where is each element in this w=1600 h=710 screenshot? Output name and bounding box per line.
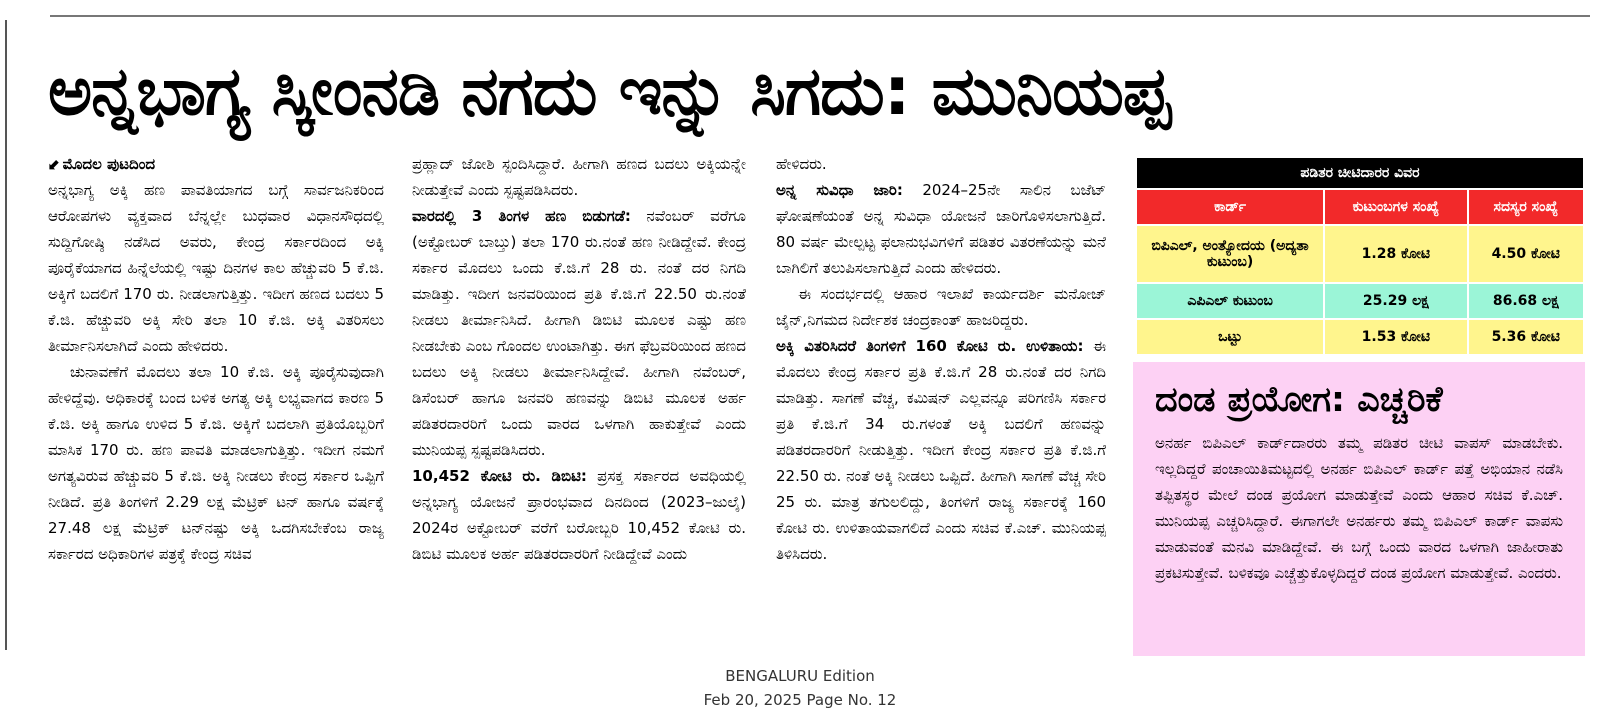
subsection	[412, 203, 746, 463]
table-cell: 1.53 ಕೋಟಿ	[1324, 319, 1467, 355]
table-cell: ಒಟ್ಟು	[1136, 319, 1324, 355]
article-column-1	[48, 151, 384, 567]
top-rule	[50, 15, 1590, 17]
article-column-3	[776, 151, 1106, 567]
paragraph: ಪ್ರಹ್ಲಾದ್ ಜೋಶಿ ಸ್ಪಂದಿಸಿದ್ದಾರೆ. ಹೀಗಾಗಿ ಹಣದ ಬದಲು ಅಕ್ಕಿಯನ್ನೇ ನೀಡುತ್ತೇವೆ ಎಂದು ಸ್ಪಷ್ಟಪಡಿಸಿದರು.	[412, 155, 746, 199]
table-cell: 25.29 ಲಕ್ಷ	[1324, 283, 1467, 319]
table-row	[1136, 283, 1584, 319]
paragraph: ಈ ಸಂದರ್ಭದಲ್ಲಿ ಆಹಾರ ಇಲಾಖೆ ಕಾರ್ಯದರ್ಶಿ ಮನೋಜ್ ಜೈನ್,ನಿಗಮದ ನಿರ್ದೇಶಕ ಚಂದ್ರಕಾಂತ್ ಹಾಜರಿದ್ದರು.	[776, 285, 1106, 329]
headline: ಅನ್ನಭಾಗ್ಯ ಸ್ಕೀಂನಡಿ ನಗದು ಇನ್ನು ಸಿಗದು: ಮುನಿಯಪ್ಪ	[48, 52, 1170, 130]
continued-label: ಮೊದಲ ಪುಟದಿಂದ	[62, 155, 156, 173]
continued-from-front-page	[48, 151, 384, 177]
box-title: ದಂಡ ಪ್ರಯೋಗ: ಎಚ್ಚರಿಕೆ	[1155, 380, 1443, 420]
article-column-2	[412, 151, 746, 567]
box-body: ಅನರ್ಹ ಬಿಪಿಎಲ್ ಕಾರ್ಡ್‌ದಾರರು ತಮ್ಮ ಪಡಿತರ ಚೀಟಿ ವಾಪಸ್ ಮಾಡಬೇಕು. ಇಲ್ಲದಿದ್ದರೆ ಪಂಚಾಯಿತಿಮಟ್ಟದಲ್ಲಿ ಅನರ್ಹ ಬಿಪಿಎಲ್ ಕಾರ್ಡ್ ಪತ್ತೆ ಅಭಿಯಾನ ನಡೆಸಿ ತಪ್ಪಿತಸ್ಥರ ಮೇಲೆ ದಂಡ ಪ್ರಯೋಗ ಮಾಡುತ್ತೇವೆ ಎಂದು ಆಹಾರ ಸಚಿವ ಕೆ.ಎಚ್. ಮುನಿಯಪ್ಪ ಎಚ್ಚರಿಸಿದ್ದಾರೆ. ಈಗಾಗಲೇ ಅನರ್ಹರು ತಮ್ಮ ಬಿಪಿಎಲ್ ಕಾರ್ಡ್ ವಾಪಸು ಮಾಡುವಂತೆ ಮನವಿ ಮಾಡಿದ್ದೇವೆ. ಈ ಬಗ್ಗೆ ಒಂದು ವಾರದ ಒಳಗಾಗಿ ಜಾಹೀರಾತು ಪ್ರಕಟಿಸುತ್ತೇವೆ. ಬಳಿಕವೂ ಎಚ್ಚೆತ್ತುಕೊಳ್ಳದಿದ್ದರೆ ದಂಡ ಪ್ರಯೋಗ ಮಾಡುತ್ತೇವೆ. ಎಂದರು.	[1155, 434, 1563, 582]
column-header: ಸದಸ್ಯರ ಸಂಖ್ಯೆ	[1468, 189, 1584, 225]
table-cell: 4.50 ಕೋಟಿ	[1468, 225, 1584, 283]
subsection	[776, 333, 1106, 567]
subsection	[412, 463, 746, 567]
table-title: ಪಡಿತರ ಚೀಟಿದಾರರ ವಿವರ	[1136, 157, 1584, 189]
subsection-text: ಈ ಮೊದಲು ಕೇಂದ್ರ ಸರ್ಕಾರ ಪ್ರತಿ ಕೆ.ಜಿ.ಗೆ 28 ರು.ನಂತೆ ದರ ನಿಗದಿ ಮಾಡಿತ್ತು. ಸಾಗಣೆ ವೆಚ್ಚ, ಕಮಿಷನ್ ಎಲ್ಲವನ್ನೂ ಪರಿಗಣಿಸಿ ಸರ್ಕಾರ ಪ್ರತಿ ಕೆ.ಜಿ.ಗೆ 34 ರು.ಗಳಂತೆ ಅಕ್ಕಿ ಬದಲಿಗೆ ಹಣವನ್ನು ಪಡಿತರದಾರರಿಗೆ ನೀಡುತ್ತಿತ್ತು. ಇದೀಗ ಕೇಂದ್ರ ಸರ್ಕಾರ ಪ್ರತಿ ಕೆ.ಜಿ.ಗೆ 22.50 ರು. ನಂತೆ ಅಕ್ಕಿ ನೀಡಲು ಒಪ್ಪಿದೆ. ಹೀಗಾಗಿ ಸಾಗಣೆ ವೆಚ್ಚ ಸೇರಿ 25 ರು. ಮಾತ್ರ ತಗುಲಲಿದ್ದು, ತಿಂಗಳಿಗೆ ರಾಜ್ಯ ಸರ್ಕಾರಕ್ಕೆ 160 ಕೋಟಿ ರು. ಉಳಿತಾಯವಾಗಲಿದೆ ಎಂದು ಸಚಿವ ಕೆ.ಎಚ್. ಮುನಿಯಪ್ಪ ತಿಳಿಸಿದರು.	[776, 337, 1106, 563]
table-cell: 86.68 ಲಕ್ಷ	[1468, 283, 1584, 319]
table-row	[1136, 319, 1584, 355]
data-table	[1135, 156, 1585, 356]
subheading: ಅಕ್ಕಿ ವಿತರಿಸಿದರೆ ತಿಂಗಳಿಗೆ 160 ಕೋಟಿ ರು. ಉಳಿತಾಯ:	[776, 337, 1084, 355]
table-cell: 5.36 ಕೋಟಿ	[1468, 319, 1584, 355]
edition-label: BENGALURU Edition	[725, 667, 875, 685]
table-cell: 1.28 ಕೋಟಿ	[1324, 225, 1467, 283]
paragraph: ಚುನಾವಣೆಗೆ ಮೊದಲು ತಲಾ 10 ಕೆ.ಜಿ. ಅಕ್ಕಿ ಪೂರೈಸುವುದಾಗಿ ಹೇಳಿದ್ದೆವು. ಅಧಿಕಾರಕ್ಕೆ ಬಂದ ಬಳಿಕ ಅಗತ್ಯ ಅಕ್ಕಿ ಲಭ್ಯವಾಗದ ಕಾರಣ 5 ಕೆ.ಜಿ. ಅಕ್ಕಿ ಹಾಗೂ ಉಳಿದ 5 ಕೆ.ಜಿ. ಅಕ್ಕಿಗೆ ಬದಲಾಗಿ ಪ್ರತಿಯೊಬ್ಬರಿಗೆ ಮಾಸಿಕ 170 ರು. ಹಣ ಪಾವತಿ ಮಾಡಲಾಗುತ್ತಿತ್ತು. ಇದೀಗ ನಮಗೆ ಅಗತ್ಯವಿರುವ ಹೆಚ್ಚುವರಿ 5 ಕೆ.ಜಿ. ಅಕ್ಕಿ ನೀಡಲು ಕೇಂದ್ರ ಸರ್ಕಾರ ಒಪ್ಪಿಗೆ ನೀಡಿದೆ. ಪ್ರತಿ ತಿಂಗಳಿಗೆ 2.29 ಲಕ್ಷ ಮೆಟ್ರಿಕ್ ಟನ್ ಹಾಗೂ ವರ್ಷಕ್ಕೆ 27.48 ಲಕ್ಷ ಮೆಟ್ರಿಕ್ ಟನ್‌ನಷ್ಟು ಅಕ್ಕಿ ಒದಗಿಸಬೇಕೆಂಬ ರಾಜ್ಯ ಸರ್ಕಾರದ ಅಧಿಕಾರಿಗಳ ಪತ್ರಕ್ಕೆ ಕೇಂದ್ರ ಸಚಿವ	[48, 363, 384, 563]
date-page-label: Feb 20, 2025 Page No. 12	[703, 691, 897, 709]
table-row	[1136, 225, 1584, 283]
subheading: ವಾರದಲ್ಲಿ 3 ತಿಂಗಳ ಹಣ ಬಿಡುಗಡೆ:	[412, 207, 631, 225]
table-cell: ಎಪಿಎಲ್ ಕುಟುಂಬ	[1136, 283, 1324, 319]
penalty-warning-box	[1133, 362, 1585, 656]
left-column-rule	[5, 20, 7, 650]
table-header-row	[1136, 189, 1584, 225]
subheading: ಅನ್ನ ಸುವಿಧಾ ಜಾರಿ:	[776, 181, 903, 199]
column-header: ಕುಟುಂಬಗಳ ಸಂಖ್ಯೆ	[1324, 189, 1467, 225]
paragraph: ಹೇಳಿದರು.	[776, 155, 827, 173]
column-header: ಕಾರ್ಡ್	[1136, 189, 1324, 225]
table-cell: ಬಿಪಿಎಲ್, ಅಂತ್ಯೋದಯ (ಅದ್ಯತಾ ಕುಟುಂಬ)	[1136, 225, 1324, 283]
subheading: 10,452 ಕೋಟಿ ರು. ಡಿಬಿಟಿ:	[412, 467, 587, 485]
subsection	[776, 177, 1106, 281]
arrow-icon: ⬋	[48, 155, 61, 173]
subsection-text: ನವೆಂಬರ್ ವರೆಗೂ (ಅಕ್ಟೋಬರ್ ಬಾಬ್ತು) ತಲಾ 170 ರು.ನಂತೆ ಹಣ ನೀಡಿದ್ದೇವೆ. ಕೇಂದ್ರ ಸರ್ಕಾರ ಮೊದಲು ಒಂದು ಕೆ.ಜಿ.ಗೆ 28 ರು. ನಂತೆ ದರ ನಿಗದಿ ಮಾಡಿತ್ತು. ಇದೀಗ ಜನವರಿಯಿಂದ ಪ್ರತಿ ಕೆ.ಜಿ.ಗೆ 22.50 ರು.ನಂತೆ ನೀಡಲು ತೀರ್ಮಾನಿಸಿದೆ. ಹೀಗಾಗಿ ಡಿಬಿಟಿ ಮೂಲಕ ಎಷ್ಟು ಹಣ ನೀಡಬೇಕು ಎಂಬ ಗೊಂದಲ ಉಂಟಾಗಿತ್ತು. ಈಗ ಫೆಬ್ರವರಿಯಿಂದ ಹಣದ ಬದಲು ಅಕ್ಕಿ ನೀಡಲು ತೀರ್ಮಾನಿಸಿದ್ದೇವೆ. ಹೀಗಾಗಿ ನವೆಂಬರ್, ಡಿಸೆಂಬರ್ ಹಾಗೂ ಜನವರಿ ಹಣವನ್ನು ಡಿಬಿಟಿ ಮೂಲಕ ಅರ್ಹ ಪಡಿತರದಾರರಿಗೆ ಒಂದು ವಾರದ ಒಳಗಾಗಿ ಹಾಕುತ್ತೇವೆ ಎಂದು ಮುನಿಯಪ್ಪ ಸ್ಪಷ್ಟಪಡಿಸಿದರು.	[412, 207, 746, 459]
paragraph: ಅನ್ನಭಾಗ್ಯ ಅಕ್ಕಿ ಹಣ ಪಾವತಿಯಾಗದ ಬಗ್ಗೆ ಸಾರ್ವಜನಿಕರಿಂದ ಆರೋಪಗಳು ವ್ಯಕ್ತವಾದ ಬೆನ್ನಲ್ಲೇ ಬುಧವಾರ ವಿಧಾನಸೌಧದಲ್ಲಿ ಸುದ್ದಿಗೋಷ್ಠಿ ನಡೆಸಿದ ಅವರು, ಕೇಂದ್ರ ಸರ್ಕಾರದಿಂದ ಅಕ್ಕಿ ಪೂರೈಕೆಯಾಗದ ಹಿನ್ನೆಲೆಯಲ್ಲಿ ಇಷ್ಟು ದಿನಗಳ ಕಾಲ ಹೆಚ್ಚುವರಿ 5 ಕೆ.ಜಿ. ಅಕ್ಕಿಗೆ ಬದಲಿಗೆ 170 ರು. ನೀಡಲಾಗುತ್ತಿತ್ತು. ಇದೀಗ ಹಣದ ಬದಲು 5 ಕೆ.ಜಿ. ಹೆಚ್ಚುವರಿ ಅಕ್ಕಿ ಸೇರಿ ತಲಾ 10 ಕೆ.ಜಿ. ಅಕ್ಕಿ ವಿತರಿಸಲು ತೀರ್ಮಾನಿಸಲಾಗಿದೆ ಎಂದು ಹೇಳಿದರು.	[48, 181, 384, 355]
subsection-text: 2024–25ನೇ ಸಾಲಿನ ಬಜೆಟ್ ಘೋಷಣೆಯಂತೆ ಅನ್ನ ಸುವಿಧಾ ಯೋಜನೆ ಜಾರಿಗೊಳಿಸಲಾಗುತ್ತಿದೆ. 80 ವರ್ಷ ಮೇಲ್ಪಟ್ಟ ಫಲಾನುಭವಿಗಳಿಗೆ ಪಡಿತರ ವಿತರಣೆಯನ್ನು ಮನೆ ಬಾಗಿಲಿಗೆ ತಲುಪಿಸಲಾಗುತ್ತಿದೆ ಎಂದು ಹೇಳಿದರು.	[776, 181, 1106, 277]
subsection-text: ಪ್ರಸಕ್ತ ಸರ್ಕಾರದ ಅವಧಿಯಲ್ಲಿ ಅನ್ನಭಾಗ್ಯ ಯೋಜನೆ ಪ್ರಾರಂಭವಾದ ದಿನದಿಂದ (2023–ಜುಲೈ) 2024ರ ಅಕ್ಟೋಬರ್ ವರೆಗೆ ಬರೋಬ್ಬರಿ 10,452 ಕೋಟಿ ರು. ಡಿಬಿಟಿ ಮೂಲಕ ಅರ್ಹ ಪಡಿತರದಾರರಿಗೆ ನೀಡಿದ್ದೇವೆ ಎಂದು	[412, 467, 746, 563]
ration-card-table	[1135, 156, 1585, 356]
